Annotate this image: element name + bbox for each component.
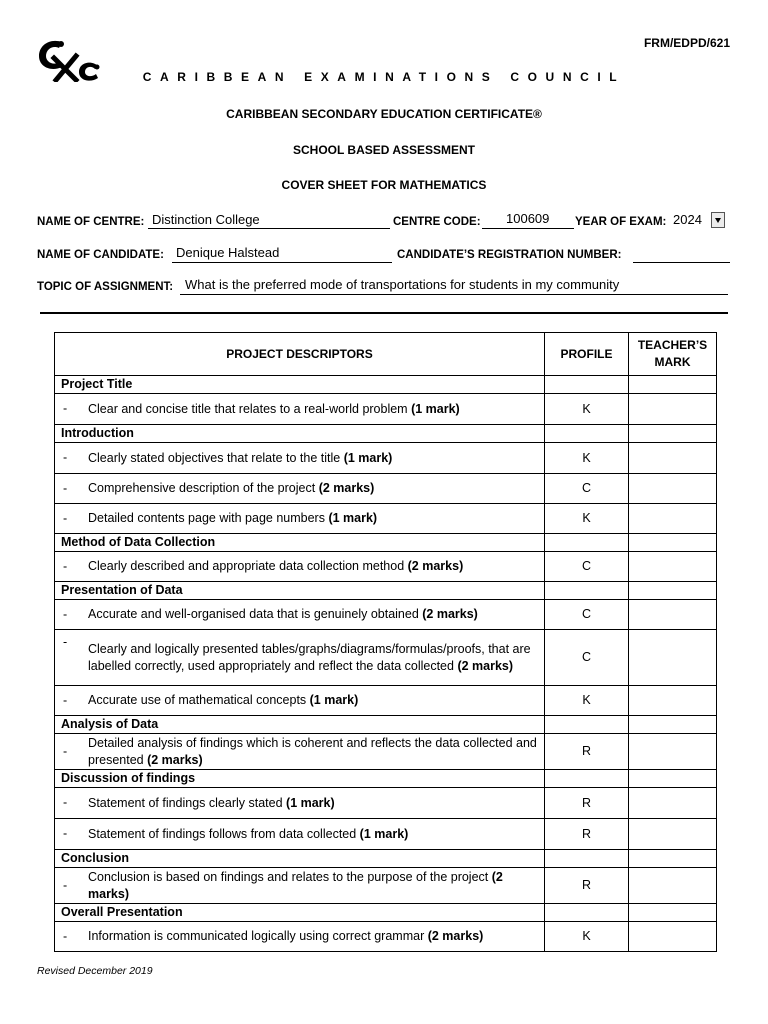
teacher-mark-cell[interactable] [629,474,717,504]
bullet-dash: - [63,635,68,649]
bullet-dash: - [63,559,68,573]
profile-cell: C [545,630,629,686]
teacher-mark-cell[interactable] [629,630,717,686]
bullet-dash: - [63,826,68,841]
mark-allocation: (1 mark) [286,795,335,810]
descriptor-text: Detailed contents page with page numbers [88,511,329,525]
mark-allocation: (1 mark) [328,511,378,525]
descriptor-text: Conclusion is based on findings and relates to the purpose of the project [88,869,492,884]
bullet-dash: - [63,511,68,525]
teacher-mark-cell[interactable] [629,443,717,474]
teacher-mark-cell[interactable] [629,770,717,788]
topic-field[interactable]: What is the preferred mode of transportations for students in my community [185,277,620,292]
year-dropdown-button[interactable] [711,212,725,228]
descriptor-row [55,788,717,819]
profile-cell [545,716,629,734]
header-teacher-mark: TEACHER’S MARK [629,333,717,376]
teacher-mark-cell[interactable] [629,504,717,534]
descriptor-cell [55,474,545,504]
form-code: FRM/EDPD/621 [643,36,730,50]
descriptor-row [55,394,717,425]
descriptor-row [55,474,717,504]
descriptor-cell [55,734,545,770]
profile-cell: R [545,819,629,850]
descriptor-cell [55,788,545,819]
teacher-mark-cell[interactable] [629,394,717,425]
teacher-mark-cell[interactable] [629,582,717,600]
bullet-dash: - [63,693,68,707]
descriptor-cell [55,552,545,582]
profile-cell [545,582,629,600]
teacher-mark-cell[interactable] [629,868,717,904]
descriptor-text: Statement of findings follows from data collected [88,826,360,841]
council-name: CARIBBEAN EXAMINATIONS COUNCIL [142,70,626,84]
profile-cell: R [545,788,629,819]
bullet-dash: - [63,878,68,892]
profile-cell: C [545,600,629,630]
bullet-dash: - [63,795,68,810]
descriptor-row [55,868,717,904]
certificate-title: CARIBBEAN SECONDARY EDUCATION CERTIFICATE® [226,107,542,121]
profile-cell: R [545,868,629,904]
descriptor-row [55,734,717,770]
teacher-mark-cell[interactable] [629,819,717,850]
section-title: Analysis of Data [55,716,545,734]
descriptor-row [55,600,717,630]
bullet-dash: - [63,744,68,758]
section-row [55,770,717,788]
descriptor-cell [55,504,545,534]
section-title: Introduction [55,425,545,443]
profile-cell [545,904,629,922]
descriptor-cell [55,819,545,850]
topic-label: TOPIC OF ASSIGNMENT: [37,281,174,293]
centre-label: NAME OF CENTRE: [37,216,145,228]
mark-allocation: (1 mark) [359,826,409,841]
descriptor-cell [55,868,545,904]
descriptor-cell [55,630,545,686]
descriptor-row [55,443,717,474]
teacher-mark-cell[interactable] [629,734,717,770]
descriptor-row [55,552,717,582]
teacher-mark-cell[interactable] [629,716,717,734]
section-row [55,376,717,394]
teacher-mark-cell[interactable] [629,600,717,630]
bullet-dash: - [63,450,68,465]
teacher-mark-cell[interactable] [629,922,717,952]
mark-allocation: (2 marks) [407,559,464,573]
descriptor-text: Statement of findings clearly stated [88,795,287,810]
mark-allocation: (2 marks) [427,929,484,943]
year-label: YEAR OF EXAM: [575,216,667,228]
descriptor-text: Detailed analysis of findings which is coherent and reflects the data collected and presented [88,735,537,767]
descriptor-text: Clearly stated objectives that relate to the title [88,450,344,465]
profile-cell: K [545,686,629,716]
teacher-mark-cell[interactable] [629,376,717,394]
profile-cell: K [545,443,629,474]
mark-allocation: (2 marks) [422,607,478,621]
section-row [55,582,717,600]
descriptor-row [55,922,717,952]
descriptor-text: Accurate and well-organised data that is genuinely obtained [88,607,423,621]
header-profile: PROFILE [545,333,629,376]
section-row [55,716,717,734]
year-field[interactable]: 2024 [673,212,702,227]
profile-cell: K [545,922,629,952]
profile-cell: C [545,474,629,504]
mark-allocation: (2 marks) [457,658,514,673]
section-title: Method of Data Collection [55,534,545,552]
bullet-dash: - [63,607,68,621]
candidate-label: NAME OF CANDIDATE: [37,249,164,261]
bullet-dash: - [63,929,68,943]
assessment-title: SCHOOL BASED ASSESSMENT [292,143,476,157]
descriptor-cell [55,443,545,474]
profile-cell [545,534,629,552]
centre-code-field[interactable]: 100609 [506,211,550,226]
profile-cell [545,850,629,868]
descriptor-table [54,332,717,952]
mark-allocation: (2 marks) [318,481,375,495]
divider-rule [40,312,728,314]
bullet-dash: - [63,481,68,495]
centre-field[interactable]: Distinction College [152,212,260,227]
descriptor-cell [55,686,545,716]
section-title: Project Title [55,376,545,394]
profile-cell: K [545,394,629,425]
descriptor-text: Clearly described and appropriate data collection method [88,559,408,573]
descriptor-text: Accurate use of mathematical concepts [88,693,310,707]
section-title: Presentation of Data [55,582,545,600]
teacher-mark-cell[interactable] [629,904,717,922]
descriptor-text: Clear and concise title that relates to a real-world problem [88,401,412,416]
section-row [55,904,717,922]
candidate-field[interactable]: Denique Halstead [176,245,280,260]
table-header-row [55,333,717,376]
descriptor-text: Information is communicated logically using correct grammar [88,929,428,943]
registration-label: CANDIDATE’S REGISTRATION NUMBER: [397,249,622,261]
descriptor-text: Comprehensive description of the project [88,481,319,495]
descriptor-row [55,630,717,686]
teacher-mark-cell[interactable] [629,788,717,819]
teacher-mark-cell[interactable] [629,534,717,552]
centre-code-label: CENTRE CODE: [393,216,481,228]
mark-allocation: (1 mark) [343,450,393,465]
profile-cell: C [545,552,629,582]
section-row [55,534,717,552]
cover-sheet-title: COVER SHEET FOR MATHEMATICS [281,178,487,192]
mark-allocation: (2 marks) [88,869,503,901]
header-descriptors: PROJECT DESCRIPTORS [55,333,545,376]
teacher-mark-cell[interactable] [629,850,717,868]
descriptor-cell [55,600,545,630]
section-title: Overall Presentation [55,904,545,922]
profile-cell: R [545,734,629,770]
mark-allocation: (1 mark) [309,693,359,707]
teacher-mark-cell[interactable] [629,686,717,716]
descriptor-row [55,686,717,716]
section-row [55,425,717,443]
bullet-dash: - [63,401,68,416]
mark-allocation: (2 marks) [147,752,203,767]
descriptor-cell [55,394,545,425]
revised-date: Revised December 2019 [37,965,153,977]
profile-cell [545,376,629,394]
section-title: Discussion of findings [55,770,545,788]
descriptor-row [55,819,717,850]
teacher-mark-cell[interactable] [629,552,717,582]
mark-allocation: (1 mark) [411,401,460,416]
descriptor-row [55,504,717,534]
descriptor-text: Clearly and logically presented tables/graphs/diagrams/formulas/proofs, that are labelled correctly, used appropriately and reflect the data collected [88,641,531,673]
profile-cell: K [545,504,629,534]
section-title: Conclusion [55,850,545,868]
profile-cell [545,425,629,443]
teacher-mark-cell[interactable] [629,425,717,443]
descriptor-cell [55,922,545,952]
profile-cell [545,770,629,788]
section-row [55,850,717,868]
